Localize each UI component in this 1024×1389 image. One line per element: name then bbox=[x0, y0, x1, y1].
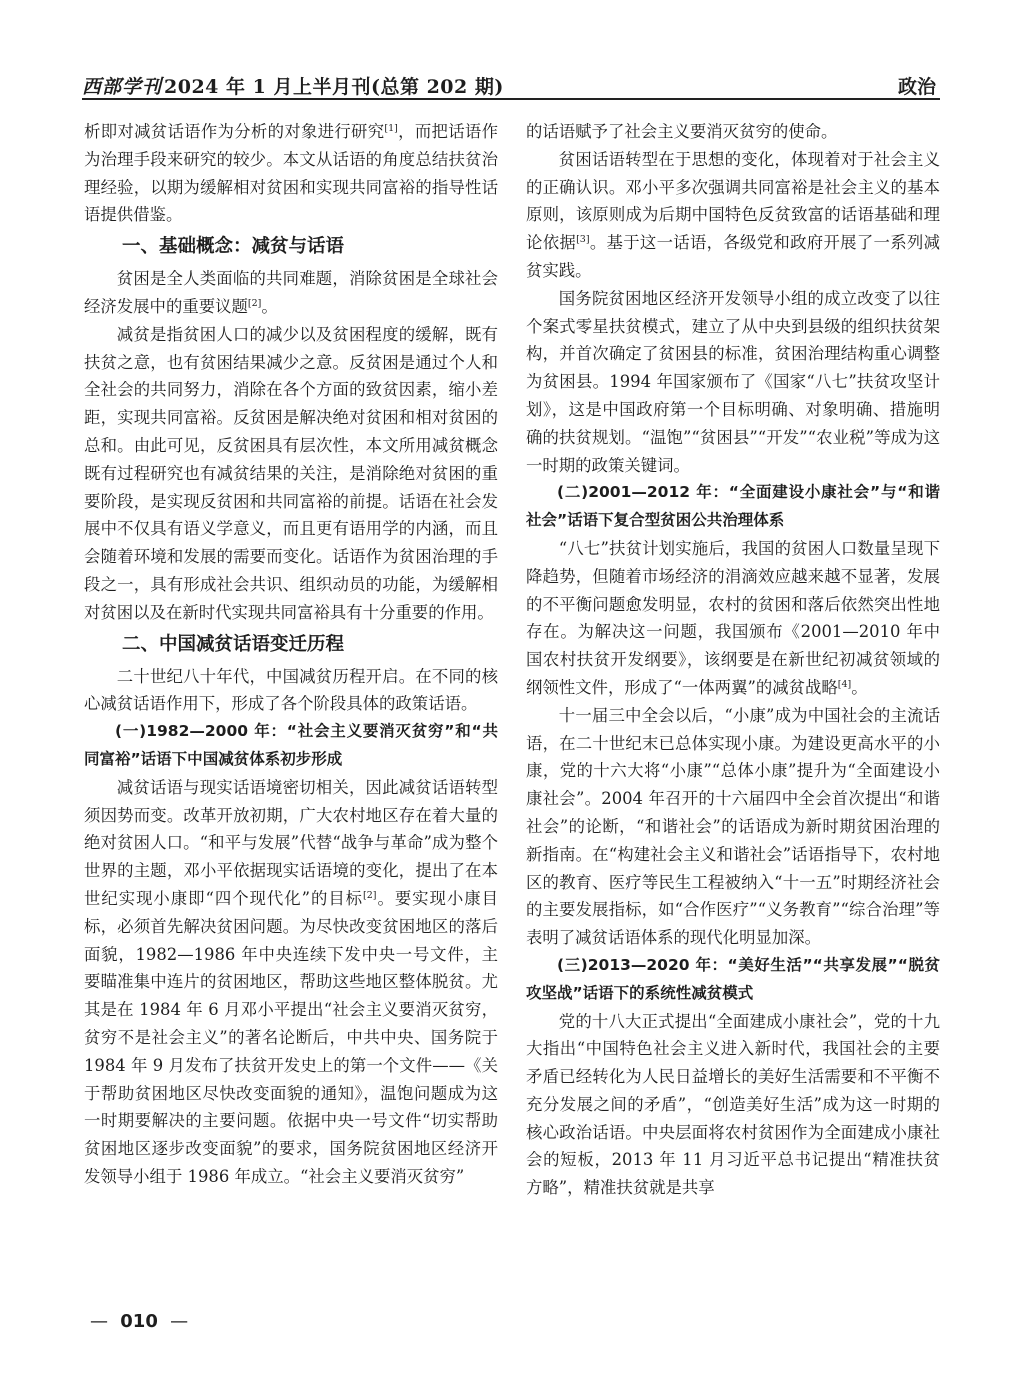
journal-logo: 西部学刊 bbox=[82, 76, 163, 98]
citation-marker: [2] bbox=[363, 889, 377, 901]
running-header bbox=[82, 70, 940, 100]
body-paragraph bbox=[526, 702, 940, 952]
paragraph-text: 国务院贫困地区经济开发领导小组的成立改变了以往个案式零星扶贫模式，建立了从中央到县级的组织扶贫架构，并首次确定了贫困县的标准，贫困治理结构重心调整为贫困县。1994 年国家颁布了《国家“八七”扶贫攻坚计划》，这是中国政府第一个目标明确、对象明确、措施明确的扶贫规划。“温饱”“贫困县”“开发”“农业税”等成为这一时期的政策关键词。 bbox=[526, 288, 940, 475]
paragraph-text: 党的十八大正式提出“全面建成小康社会”，党的十九大指出“中国特色社会主义进入新时代，我国社会的主要矛盾已经转化为人民日益增长的美好生活需要和不平衡不充分发展之间的矛盾”，“创造美好生活”成为这一时期的核心政治话语。中央层面将农村贫困作为全面建成小康社会的短板，2013 年 11 月习近平总书记提出“精准扶贫方略”，精准扶贫就是共享 bbox=[526, 1011, 940, 1198]
body-paragraph bbox=[84, 663, 498, 719]
citation-marker: [3] bbox=[576, 234, 590, 246]
footer-dash-left: — bbox=[90, 1311, 108, 1332]
paragraph-text-tail: ，而把话语作为治理手段来研究的较少。本文从话语的角度总结扶贫治理经验，以期为缓解相对贫困和实现共同富裕的指导性话语提供借鉴。 bbox=[84, 122, 499, 225]
paragraph-text-tail: 。 bbox=[851, 677, 868, 697]
body-paragraph bbox=[84, 118, 498, 229]
page-number: 010 bbox=[120, 1311, 158, 1332]
subsection-heading: (一)1982—2000 年：“社会主义要消灭贫穷”和“共同富裕”话语下中国减贫体系初步形成 bbox=[84, 722, 498, 768]
paragraph-text: 的话语赋予了社会主义要消灭贫穷的使命。 bbox=[526, 122, 838, 141]
body-paragraph bbox=[526, 146, 940, 285]
paragraph-text: 十一届三中全会以后，“小康”成为中国社会的主流话语，在二十世纪末已总体实现小康。为建设更高水平的小康，党的十六大将“小康”“总体小康”提升为“全面建设小康社会”。2004 年召开的十六届四中全会首次提出“和谐社会”的论断，“和谐社会”的话语成为新时期贫困治理的新指南。在“构建社会主义和谐社会”话语指导下，农村地区的教育、医疗等民生工程被纳入“十一五”时期经济社会的主要发展指标，如“合作医疗”“义务教育”“综合治理”等表明了减贫话语体系的现代化明显加深。 bbox=[526, 705, 940, 948]
body-paragraph bbox=[84, 321, 498, 627]
body-paragraph bbox=[526, 118, 940, 146]
paragraph-text-tail: 。 bbox=[261, 296, 278, 316]
citation-marker: [1] bbox=[384, 123, 398, 134]
page-footer bbox=[84, 1311, 194, 1332]
section-heading: 一、基础概念：减贫与话语 bbox=[122, 236, 345, 258]
body-paragraph bbox=[526, 535, 940, 702]
paragraph-text: 贫困话语转型在于思想的变化，体现着对于社会主义的正确认识。邓小平多次强调共同富裕是社会主义的基本原则，该原则成为后期中国特色反贫致富的话语基础和理论依据 bbox=[526, 149, 940, 253]
citation-marker: [4] bbox=[837, 678, 852, 690]
body-paragraph bbox=[526, 1008, 940, 1203]
paragraph-text: 减贫话语与现实话语境密切相关，因此减贫话语转型须因势而变。改革开放初期，广大农村地区存在着大量的绝对贫困人口。“和平与发展”代替“战争与革命”成为整个世界的主题，邓小平依据现实话语境的变化，提出了在本世纪实现小康即“四个现代化”的目标 bbox=[84, 777, 498, 908]
section-heading: 二、中国减贫话语变迁历程 bbox=[122, 633, 345, 655]
subsection-heading: (二)2001—2012 年：“全面建设小康社会”与“和谐社会”话语下复合型贫困公共治理体系 bbox=[526, 483, 940, 530]
paragraph-text: “八七”扶贫计划实施后，我国的贫困人口数量呈现下降趋势，但随着市场经济的涓滴效应越来越不显著，发展的不平衡问题愈发明显，农村的贫困和落后依然突出性地存在。为解决这一问题，我国颁布《2001—2010 年中国农村扶贫开发纲要》，该纲要是在新世纪初减贫领域的纲领性文件，形成了“一体两翼”的减贫战略 bbox=[526, 538, 940, 697]
paragraph-text-tail: 。要实现小康目标，必须首先解决贫困问题。为尽快改变贫困地区的落后面貌，1982—1986 年中央连续下发中央一号文件，主要瞄准集中连片的贫困地区，帮助这些地区整体脱贫。尤其是在 1984 年 6 月邓小平提出“社会主义要消灭贫穷，贫穷不是社会主义”的著名论断后，中共中央、国务院于 1984 年 9 月发布了扶贫开发史上的第一个文件——《关于帮助贫困地区尽快改变面貌的通知》，温饱问题成为这一时期要解决的主要问题。依据中央一号文件“切实帮助贫困地区逐步改变面貌”的要求，国务院贫困地区经济开发领导小组于 1986 年成立。“社会主义要消灭贫穷” bbox=[84, 888, 498, 1186]
paragraph-text: 析即对减贫话语作为分析的对象进行研究 bbox=[84, 122, 385, 141]
paragraph-text: 减贫是指贫困人口的减少以及贫困程度的缓解，既有扶贫之意，也有贫困结果减少之意。反贫困是通过个人和全社会的共同努力，消除在各个方面的致贫因素，缩小差距，实现共同富裕。反贫困是解决绝对贫困和相对贫困的总和。由此可见，反贫困具有层次性，本文所用减贫概念既有过程研究也有减贫结果的关注，是消除绝对贫困的重要阶段，是实现反贫困和共同富裕的前提。话语在社会发展中不仅具有语义学意义，而且更有语用学的内涵，而且会随着环境和发展的需要而变化。话语作为贫困治理的手段之一，具有形成社会共识、组织动员的功能，为缓解相对贫困以及在新时代实现共同富裕具有十分重要的作用。 bbox=[84, 324, 498, 622]
right-column bbox=[526, 118, 940, 1202]
citation-marker: [2] bbox=[247, 297, 262, 309]
subsection-heading: (三)2013—2020 年：“美好生活”“共享发展”“脱贫攻坚战”话语下的系统性减贫模式 bbox=[526, 955, 940, 1002]
paragraph-text-tail: 。基于这一话语，各级党和政府开展了一系列减贫实践。 bbox=[526, 233, 941, 280]
paragraph-text: 二十世纪八十年代，中国减贫历程开启。在不同的核心减贫话语作用下，形成了各个阶段具体的政策话语。 bbox=[84, 666, 498, 714]
issue-info: 2024 年 1 月上半月刊(总第 202 期) bbox=[164, 76, 504, 98]
section-name: 政治 bbox=[897, 76, 936, 98]
body-paragraph bbox=[84, 265, 498, 321]
journal-title bbox=[82, 72, 504, 99]
left-column bbox=[84, 118, 498, 1191]
body-paragraph bbox=[526, 285, 940, 480]
body-paragraph bbox=[84, 774, 498, 1191]
paragraph-text: 贫困是全人类面临的共同难题，消除贫困是全球社会经济发展中的重要议题 bbox=[84, 269, 498, 316]
footer-dash-right: — bbox=[170, 1311, 189, 1332]
